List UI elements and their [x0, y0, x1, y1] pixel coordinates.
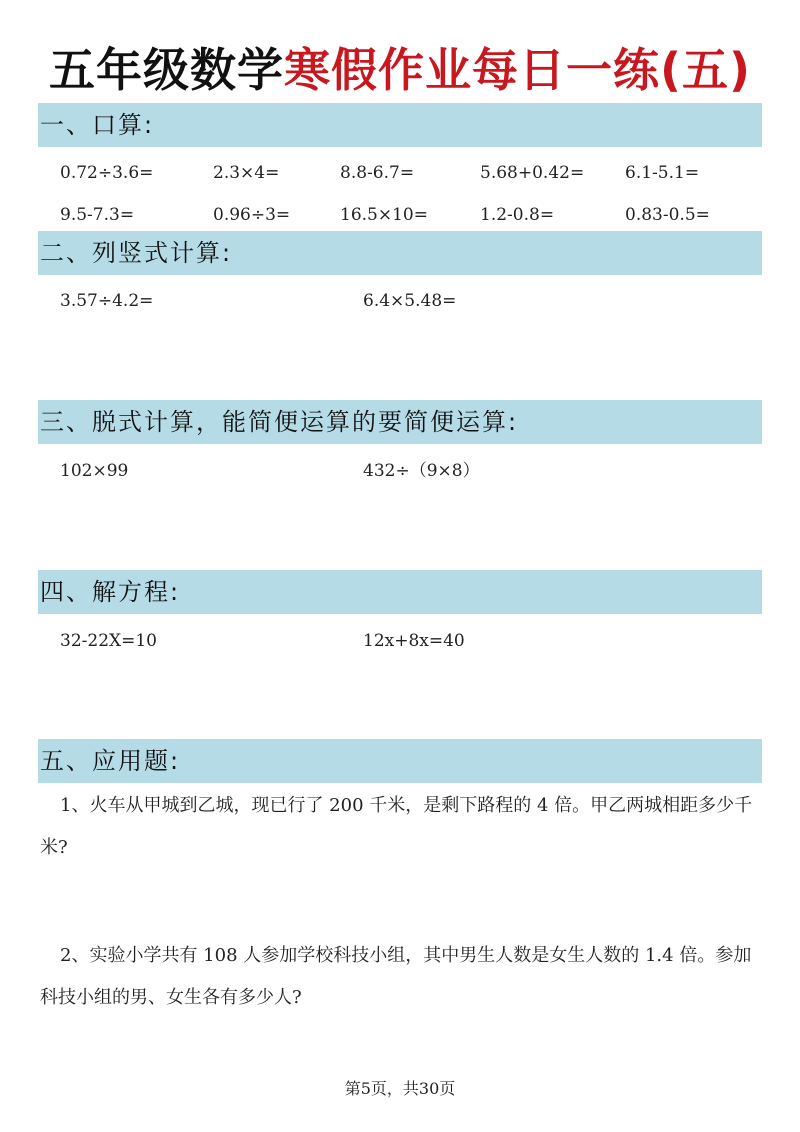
mental-math-item: 0.83-0.5= — [625, 205, 710, 225]
mental-math-item: 16.5×10= — [340, 205, 428, 225]
section-5-heading: 五、应用题: — [40, 747, 181, 775]
word-problem-1: 1、火车从甲城到乙城，现已行了 200 千米，是剩下路程的 4 倍。甲乙两城相距多少千米? — [40, 795, 753, 858]
title-part-homework: 寒假作业每日一练(五) — [283, 43, 752, 97]
vertical-calc-item: 3.57÷4.2= — [60, 291, 154, 311]
section-3-heading: 三、脱式计算，能简便运算的要简便运算: — [40, 408, 519, 436]
equation-item: 32-22X=10 — [60, 631, 157, 651]
mental-math-item: 5.68+0.42= — [480, 163, 585, 183]
mental-math-item: 2.3×4= — [213, 163, 280, 183]
mental-math-item: 0.96÷3= — [213, 205, 291, 225]
mental-math-item: 8.8-6.7= — [340, 163, 415, 183]
title-part-grade: 五年级数学 — [48, 43, 284, 97]
section-2-heading: 二、列竖式计算: — [40, 239, 233, 267]
page-number: 第5页，共30页 — [344, 1079, 456, 1098]
mental-math-item: 6.1-5.1= — [625, 163, 700, 183]
page-title — [0, 40, 800, 100]
word-problem-2: 2、实验小学共有 108 人参加学校科技小组，其中男生人数是女生人数的 1.4 倍。参加科技小组的男、女生各有多少人? — [40, 945, 752, 1008]
mental-math-item: 9.5-7.3= — [60, 205, 135, 225]
mental-math-item: 0.72÷3.6= — [60, 163, 154, 183]
equation-item: 12x+8x=40 — [363, 631, 465, 651]
section-4-heading: 四、解方程: — [40, 578, 181, 606]
vertical-calc-item: 6.4×5.48= — [363, 291, 457, 311]
mental-math-item: 1.2-0.8= — [480, 205, 555, 225]
stepwise-calc-item: 102×99 — [60, 461, 129, 481]
section-1-heading: 一、口算: — [40, 111, 155, 139]
stepwise-calc-item: 432÷（9×8） — [363, 461, 480, 481]
